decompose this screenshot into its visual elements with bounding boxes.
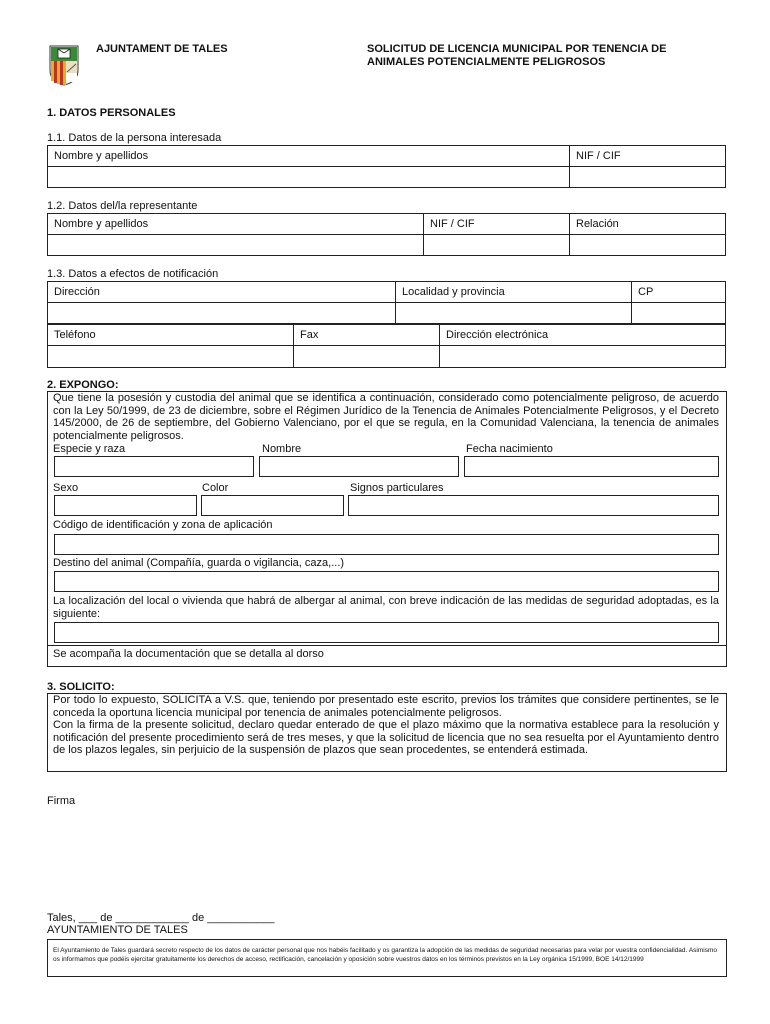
date-line: Tales, ___ de ____________ de ___________ xyxy=(47,912,275,924)
form-title-line-2: ANIMALES POTENCIALMENTE PELIGROSOS xyxy=(367,56,606,68)
subsection-1-1-title: 1.1. Datos de la persona interesada xyxy=(47,132,222,144)
distinctive-marks-label: Signos particulares xyxy=(350,482,444,494)
solicito-paragraph-2: Con la firma de la presente solicitud, declaro quedar enterado de que el plazo máximo que la normativa establece para la resolución y notificación del presente procedimiento será de tres meses, y que la solicitud de licencia que no sea resuelta por el Ayuntamiento dentro de los plazos legales, sin perjuicio de la suspensión de plazos que sean procedentes, se entenderá estimada. xyxy=(53,719,719,756)
sex-label: Sexo xyxy=(53,482,79,494)
phone-label: Teléfono xyxy=(48,325,294,346)
postal-code-input[interactable] xyxy=(632,303,726,324)
rep-nif-input[interactable] xyxy=(424,235,570,256)
subsection-1-2-title: 1.2. Datos del/la representante xyxy=(47,200,198,212)
notification-address-table xyxy=(47,281,726,324)
representative-table xyxy=(47,213,726,256)
name-label: Nombre y apellidos xyxy=(48,146,570,167)
name-input[interactable] xyxy=(48,167,570,188)
interested-person-table xyxy=(47,145,726,188)
divider xyxy=(47,645,726,646)
expongo-paragraph: Que tiene la posesión y custodia del animal que se identifica a continuación, considerado como potencialmente peligroso, de acuerdo con la Ley 50/1999, de 23 de diciembre, sobre el Régimen Jurídico de la Tenencia de Animales Potencialmente Peligrosos, y el Decreto 145/2000, de 26 de septiembre, del Gobierno Valenciano, por el que se regula, en la Comunidad Valenciana, la tenencia de animales potencialmente peligrosos. xyxy=(53,392,719,442)
contact-table xyxy=(47,324,726,368)
address-label: Dirección xyxy=(48,282,396,303)
email-label: Dirección electrónica xyxy=(440,325,726,346)
city-council-name: AYUNTAMIENTO DE TALES xyxy=(47,924,188,936)
fax-input[interactable] xyxy=(294,346,440,368)
relation-label: Relación xyxy=(570,214,726,235)
sex-input[interactable] xyxy=(54,495,197,516)
rep-name-input[interactable] xyxy=(48,235,424,256)
identification-code-label: Código de identificación y zona de aplicación xyxy=(53,519,273,531)
species-input[interactable] xyxy=(54,456,254,477)
nif-input[interactable] xyxy=(570,167,726,188)
color-input[interactable] xyxy=(201,495,344,516)
signature-area[interactable] xyxy=(47,810,347,900)
birth-date-label: Fecha nacimiento xyxy=(466,443,553,455)
animal-name-input[interactable] xyxy=(259,456,459,477)
animal-name-label: Nombre xyxy=(262,443,302,455)
postal-code-label: CP xyxy=(632,282,726,303)
organization-name: AJUNTAMENT DE TALES xyxy=(96,43,228,55)
identification-code-input[interactable] xyxy=(54,534,719,555)
data-protection-notice: El Ayuntamiento de Tales guardará secreto respecto de los datos de carácter personal que nos habéis facilitado y os garantiza la adopción de las medidas de seguridad necesarias para velar por vuestra confidencialidad. Asimismo os informamos que podéis ejercitar gratuitamente los derechos de acceso, rectificación, cancelación y oposición sobre vuestros datos en los términos previstos en la Ley orgánica 15/1999, BOE 14/12/1999 xyxy=(53,947,717,963)
section-3-title: 3. SOLICITO: xyxy=(47,681,115,693)
premises-location-input[interactable] xyxy=(54,622,719,643)
address-input[interactable] xyxy=(48,303,396,324)
signature-label: Firma xyxy=(47,795,76,807)
nif-label: NIF / CIF xyxy=(570,146,726,167)
distinctive-marks-input[interactable] xyxy=(348,495,719,516)
section-1-title: 1. DATOS PERSONALES xyxy=(47,107,176,119)
relation-input[interactable] xyxy=(570,235,726,256)
email-input[interactable] xyxy=(440,346,726,368)
locality-input[interactable] xyxy=(396,303,632,324)
rep-name-label: Nombre y apellidos xyxy=(48,214,424,235)
animal-purpose-input[interactable] xyxy=(54,571,719,592)
birth-date-input[interactable] xyxy=(464,456,719,477)
form-title-line-1: SOLICITUD DE LICENCIA MUNICIPAL POR TENENCIA DE xyxy=(367,43,667,55)
color-label: Color xyxy=(202,482,229,494)
rep-nif-label: NIF / CIF xyxy=(424,214,570,235)
premises-location-label: La localización del local o vivienda que habrá de albergar al animal, con breve indicación de las medidas de seguridad adoptadas, es la siguiente: xyxy=(53,595,719,620)
subsection-1-3-title: 1.3. Datos a efectos de notificación xyxy=(47,268,219,280)
municipal-coat-of-arms-logo xyxy=(46,44,82,86)
fax-label: Fax xyxy=(294,325,440,346)
solicito-paragraph-1: Por todo lo expuesto, SOLICITA a V.S. que, teniendo por presentado este escrito, previos los trámites que considere pertinentes, se le conceda la oportuna licencia municipal por tenencia de animales potencialmente peligrosos. xyxy=(53,694,719,719)
locality-label: Localidad y provincia xyxy=(396,282,632,303)
species-label: Especie y raza xyxy=(53,443,126,455)
phone-input[interactable] xyxy=(48,346,294,368)
attached-documents-note: Se acompaña la documentación que se detalla al dorso xyxy=(53,648,324,660)
section-2-title: 2. EXPONGO: xyxy=(47,379,119,391)
animal-purpose-label: Destino del animal (Compañía, guarda o vigilancia, caza,...) xyxy=(53,557,345,569)
